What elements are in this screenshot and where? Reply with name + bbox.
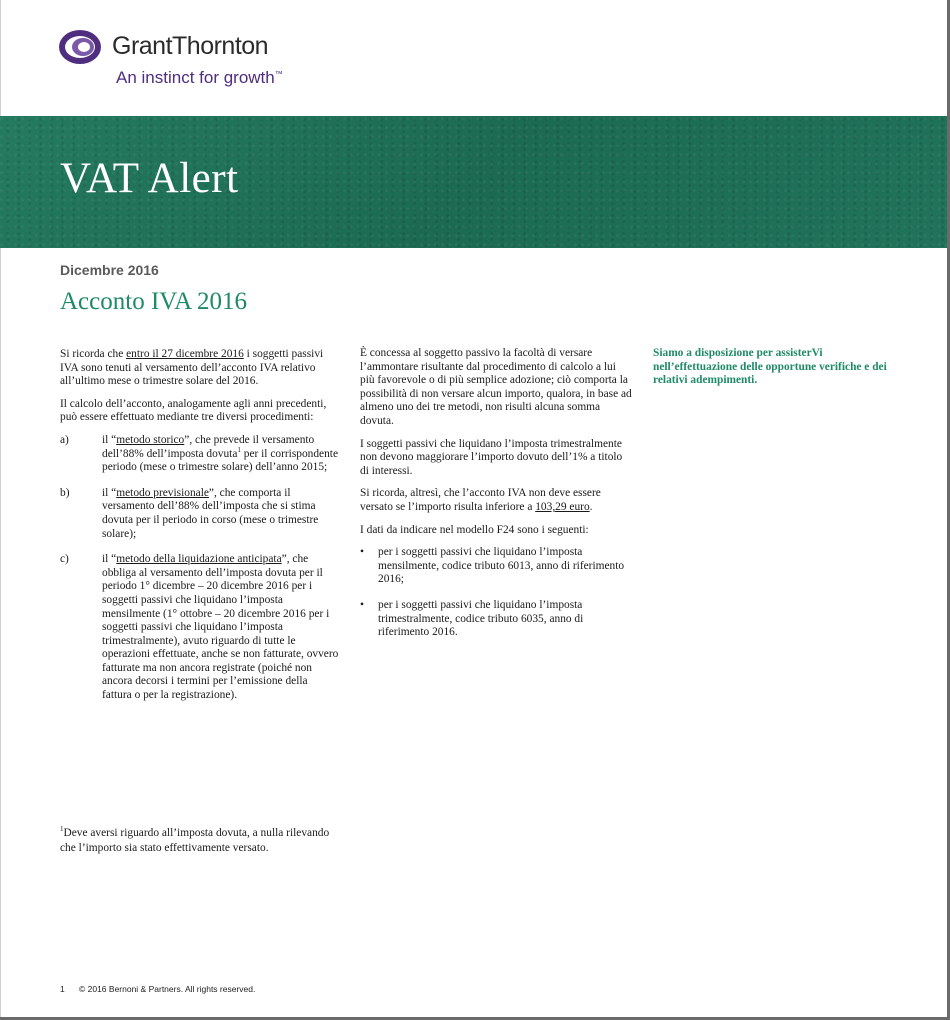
paragraph-interest: I soggetti passivi che liquidano l’imposta trimestralmente non devono maggiorare l’importo dovuto dell’1% a titolo di interessi. (360, 437, 623, 477)
logo-tagline-text: An instinct for growth (116, 68, 275, 87)
footnote-ref: 1 (237, 445, 241, 454)
text-run: i soggetti passivi IVA sono tenuti al versamento dell’acconto IVA relativo all’ultimo mese o trimestre solare del 2016. (60, 348, 324, 388)
text-run: Si ricorda, altresì, che l’acconto IVA non deve essere versato se l’importo risulta inferiore a (360, 487, 601, 513)
footnote-number: 1 (60, 825, 64, 834)
footnote-text: Deve aversi riguardo all’imposta dovuta, a nulla rilevando che l’importo sia stato effettivamente versato. (60, 827, 330, 854)
method-name: metodo previsionale (116, 486, 209, 499)
text-run: il “ (102, 553, 117, 566)
text-run: per il corrispondente periodo (mese o trimestre solare) dell’anno 2015; (102, 447, 339, 474)
paragraph-option: È concessa al soggetto passivo la facoltà di versare l’ammontare risultante dal procedimento di calcolo a lui più favorevole o di più semplice adozione; ciò comporta la possibilità di non versare alcun importo, qualora, in base ad almeno uno dei tre metodi, non risulti alcuna somma dovuta. (360, 347, 632, 427)
paragraph-intro (60, 348, 340, 389)
list-marker: b) (60, 486, 70, 499)
text-run: Si ricorda che (60, 348, 127, 360)
paragraph-f24-intro: I dati da indicare nel modello F24 sono i seguenti: (360, 523, 589, 536)
list-item-b (60, 487, 340, 541)
bullet-icon: • (360, 598, 364, 611)
bullet-text: per i soggetti passivi che liquidano l’imposta mensilmente, codice tributo 6013, anno di riferimento 2016; (378, 546, 625, 586)
logo-trademark: ™ (274, 69, 283, 79)
logo-name: GrantThornton (112, 32, 269, 60)
column-right (653, 347, 903, 388)
document-date: Dicembre 2016 (60, 262, 159, 278)
footnote (60, 826, 345, 855)
column-left (60, 348, 340, 715)
list-item-c (60, 553, 340, 703)
text-run: il “ (102, 433, 117, 446)
header-banner (0, 116, 947, 248)
method-name: metodo della liquidazione anticipata (116, 553, 282, 566)
paragraph-methods-intro: Il calcolo dell’acconto, analogamente agli anni precedenti, può essere effettuato mediante tre diversi procedimenti: (60, 397, 327, 424)
document-title: Acconto IVA 2016 (60, 288, 248, 315)
bullet-icon: • (360, 546, 364, 559)
list-marker: a) (60, 433, 69, 446)
text-run: il “ (102, 486, 117, 499)
text-run: . (589, 500, 593, 513)
logo-tagline (116, 68, 283, 88)
paragraph-threshold (360, 487, 632, 514)
method-name: metodo storico (116, 433, 185, 446)
page-number: 1 (60, 984, 65, 994)
list-marker: c) (60, 553, 69, 566)
bullet-text: per i soggetti passivi che liquidano l’imposta trimestralmente, codice tributo 6035, anno di riferimento 2016. (378, 598, 584, 639)
deadline-underlined: entro il 27 dicembre 2016 (126, 348, 244, 360)
list-item-a (60, 434, 340, 475)
text-run: ”, che prevede il versamento dell’88% dell’imposta dovuta (102, 433, 315, 460)
bullet-item-quarterly (360, 599, 632, 640)
copyright: © 2016 Bernoni & Partners. All rights reserved. (79, 984, 256, 994)
page-footer (60, 984, 255, 994)
bullet-item-monthly (360, 546, 632, 587)
threshold-amount: 103,29 euro (535, 500, 590, 513)
assistance-note: Siamo a disposizione per assisterVi nell’effettuazione delle opportune verifiche e dei relativi adempimenti. (653, 347, 887, 387)
grant-thornton-logo-mark-icon (57, 28, 103, 66)
banner-title: VAT Alert (60, 155, 239, 202)
column-middle (360, 347, 632, 652)
text-run: ”, che comporta il versamento dell’88% dell’imposta che si stima dovuta per il periodo in corso (mese o trimestre solare); (102, 486, 319, 540)
text-run: ”, che obbliga al versamento dell’imposta dovuta per il periodo 1° dicembre – 20 dicembre 2016 per i soggetti passivi che liquidano l’imposta mensilmente (1° ottobre – 20 dicembre 2016 per i soggetti passivi che liquidano l’imposta trimestralmente), avuto riguardo di tutte le operazioni effettuate, anche se non fatturate, ovvero fatturate ma non ancora registrate (poiché non ancora decorsi i termini per l’emissione della fattura o per la registrazione). (102, 553, 339, 702)
